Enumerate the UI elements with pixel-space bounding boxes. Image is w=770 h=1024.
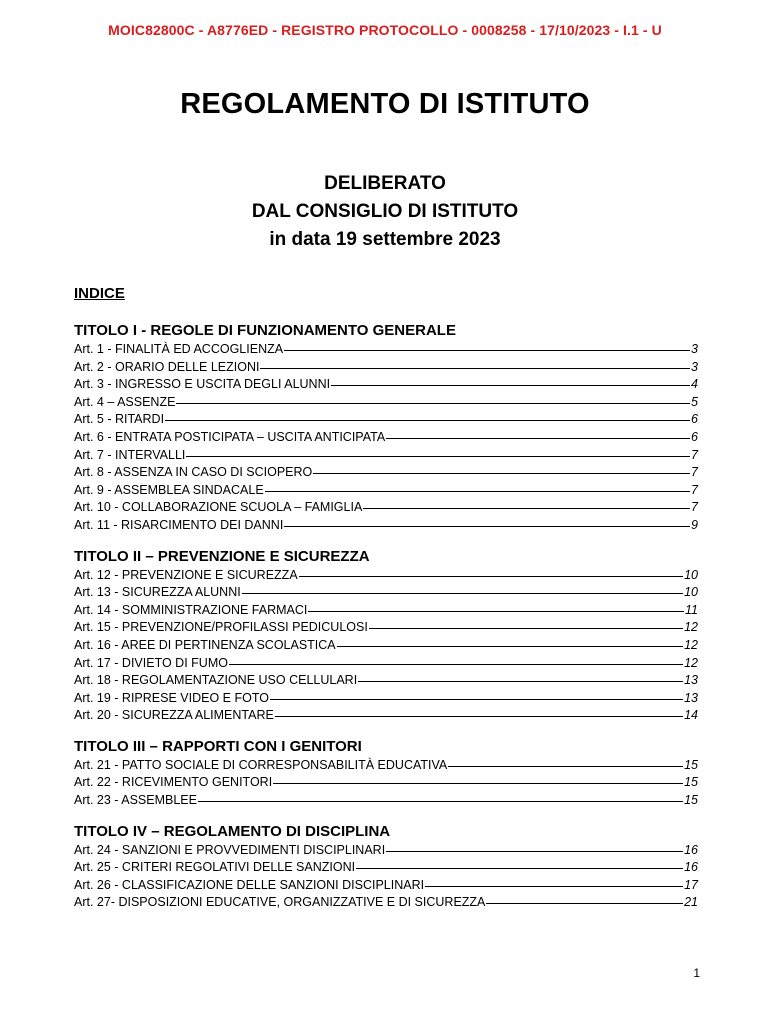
entry-page: 12 [684,637,698,652]
toc-entry[interactable] [74,584,698,602]
toc-entry[interactable] [74,707,698,725]
entry-leader [337,646,683,647]
entry-label: Art. 4 – ASSENZE [74,394,176,409]
toc-entry[interactable] [74,447,698,465]
entry-label: Art. 19 - RIPRESE VIDEO E FOTO [74,690,269,705]
entry-label: Art. 15 - PREVENZIONE/PROFILASSI PEDICULOSI [74,620,368,635]
toc-entry[interactable] [74,619,698,637]
entry-page: 9 [691,517,698,532]
toc-entry[interactable] [74,672,698,690]
entry-leader [358,681,683,682]
entry-leader [313,473,690,474]
entry-leader [229,664,683,665]
entry-leader [331,385,690,386]
entry-leader [448,766,683,767]
entry-page: 15 [684,775,698,790]
entry-label: Art. 20 - SICUREZZA ALIMENTARE [74,708,274,723]
page-number: 1 [693,966,700,980]
toc-entry[interactable] [74,792,698,810]
entry-label: Art. 24 - SANZIONI E PROVVEDIMENTI DISCIPLINARI [74,842,386,857]
toc-entry[interactable] [74,842,698,860]
entry-leader [386,438,690,439]
toc-entry[interactable] [74,602,698,620]
entry-label: Art. 10 - COLLABORAZIONE SCUOLA – FAMIGLIA [74,500,363,515]
section-title: TITOLO II – PREVENZIONE E SICUREZZA [74,547,370,565]
toc-entry[interactable] [74,394,698,412]
toc-entry[interactable] [74,894,698,912]
entry-label: Art. 5 - RITARDI [74,412,165,427]
document-subtitle [0,170,770,254]
toc-section [74,737,698,810]
entry-page: 7 [691,447,698,462]
entry-page: 11 [685,602,698,617]
toc-entry[interactable] [74,637,698,655]
toc-entry[interactable] [74,341,698,359]
entry-page: 15 [684,757,698,772]
toc-entry[interactable] [74,567,698,585]
subtitle-line: in data 19 settembre 2023 [269,229,501,250]
toc-entry[interactable] [74,517,698,535]
entry-leader [356,868,683,869]
entry-leader [363,508,690,509]
entry-label: Art. 7 - INTERVALLI [74,447,186,462]
entry-page: 6 [691,429,698,444]
subtitle-line: DELIBERATO [324,173,446,194]
entry-leader [284,526,690,527]
entry-leader [369,628,683,629]
entry-leader [198,801,683,802]
entry-page: 3 [691,359,698,374]
entry-label: Art. 16 - AREE DI PERTINENZA SCOLASTICA [74,637,336,652]
entry-label: Art. 27- DISPOSIZIONI EDUCATIVE, ORGANIZZATIVE E DI SICUREZZA [74,895,486,910]
entry-leader [425,886,683,887]
entry-leader [486,903,683,904]
toc-section [74,547,698,725]
entry-page: 5 [691,394,698,409]
entry-page: 15 [684,793,698,808]
toc-entry[interactable] [74,655,698,673]
entry-page: 14 [684,708,698,723]
entry-page: 7 [691,482,698,497]
entry-page: 6 [691,412,698,427]
entry-leader [265,491,690,492]
toc-section [74,321,698,535]
entry-label: Art. 13 - SICUREZZA ALUNNI [74,585,241,600]
entry-label: Art. 11 - RISARCIMENTO DEI DANNI [74,517,284,532]
entry-page: 10 [684,567,698,582]
entry-leader [242,593,683,594]
entry-label: Art. 12 - PREVENZIONE E SICUREZZA [74,567,298,582]
entry-leader [176,403,690,404]
entry-leader [308,611,684,612]
protocol-stamp: MOIC82800C - A8776ED - REGISTRO PROTOCOLLO - 0008258 - 17/10/2023 - I.1 - U [108,22,662,38]
entry-page: 13 [684,673,698,688]
entry-label: Art. 18 - REGOLAMENTAZIONE USO CELLULARI [74,673,358,688]
entry-leader [273,783,683,784]
section-title: TITOLO III – RAPPORTI CON I GENITORI [74,737,362,755]
table-of-contents [74,285,698,912]
toc-entry[interactable] [74,429,698,447]
entry-label: Art. 17 - DIVIETO DI FUMO [74,655,228,670]
document-title: REGOLAMENTO DI ISTITUTO [180,88,590,120]
entry-page: 16 [684,842,698,857]
entry-page: 7 [691,465,698,480]
entry-label: Art. 9 - ASSEMBLEA SINDACALE [74,482,264,497]
entry-leader [165,420,690,421]
entry-page: 12 [684,620,698,635]
entry-page: 12 [684,655,698,670]
toc-entry[interactable] [74,877,698,895]
toc-entry[interactable] [74,376,698,394]
entry-page: 7 [691,500,698,515]
entry-label: Art. 2 - ORARIO DELLE LEZIONI [74,359,260,374]
entry-page: 13 [684,690,698,705]
entry-leader [299,576,683,577]
entry-label: Art. 3 - INGRESSO E USCITA DEGLI ALUNNI [74,377,331,392]
entry-label: Art. 26 - CLASSIFICAZIONE DELLE SANZIONI DISCIPLINARI [74,877,425,892]
entry-label: Art. 6 - ENTRATA POSTICIPATA – USCITA ANTICIPATA [74,429,386,444]
entry-page: 10 [684,585,698,600]
section-title: TITOLO IV – REGOLAMENTO DI DISCIPLINA [74,822,391,840]
toc-entry[interactable] [74,411,698,429]
toc-entry[interactable] [74,757,698,775]
entry-page: 17 [684,877,698,892]
toc-entry[interactable] [74,482,698,500]
subtitle-line: DAL CONSIGLIO DI ISTITUTO [251,201,519,222]
index-heading: INDICE [74,285,125,302]
entry-label: Art. 22 - RICEVIMENTO GENITORI [74,775,273,790]
entry-page: 16 [684,860,698,875]
entry-label: Art. 25 - CRITERI REGOLATIVI DELLE SANZIONI [74,860,356,875]
entry-label: Art. 1 - FINALITÀ ED ACCOGLIENZA [74,342,284,356]
toc-entry[interactable] [74,499,698,517]
entry-label: Art. 23 - ASSEMBLEE [74,793,197,808]
section-title: TITOLO I - REGOLE DI FUNZIONAMENTO GENERALE [74,322,456,339]
toc-entry[interactable] [74,859,698,877]
toc-entry[interactable] [74,359,698,377]
entry-leader [386,851,683,852]
entry-label: Art. 21 - PATTO SOCIALE DI CORRESPONSABILITÀ EDUCATIVA [74,757,448,772]
entry-leader [260,368,690,369]
entry-page: 3 [691,342,698,356]
toc-section [74,822,698,912]
toc-entry[interactable] [74,690,698,708]
entry-leader [186,456,690,457]
toc-entry[interactable] [74,774,698,792]
entry-leader [275,716,683,717]
entry-leader [270,699,683,700]
toc-entry[interactable] [74,464,698,482]
entry-leader [284,350,690,351]
entry-label: Art. 8 - ASSENZA IN CASO DI SCIOPERO [74,465,313,480]
entry-page: 4 [691,377,698,392]
entry-label: Art. 14 - SOMMINISTRAZIONE FARMACI [74,602,308,617]
entry-page: 21 [684,895,698,910]
